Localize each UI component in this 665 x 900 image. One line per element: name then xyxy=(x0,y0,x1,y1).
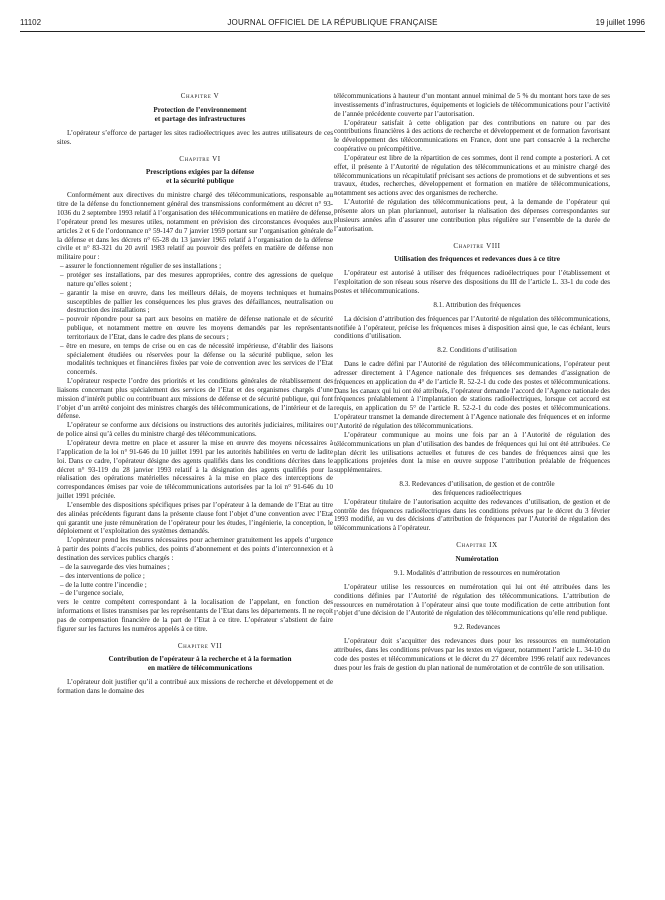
paragraph: L’opérateur devra mettre en place et assurer la mise en œuvre des moyens nécessaires à l’application de la loi n° 91-646 du 10 juillet 1991 par les autorités habilitées en vertu de ladite loi. Dans ce cadre, l’opérateur désigne des agents qualifiés dans les conditions décrites dans le décret n° 93-119 du 28 janvier 1993 relatif à la désignation des agents qualifiés pour la réalisation des opérations matérielles nécessaires à la mise en place des interceptions de correspondances émises par voie de télécommunications autorisées par la loi n° 91-646 du 10 juillet 1991 précitée. xyxy=(57,439,333,501)
chapter-label: Chapitre VII xyxy=(177,641,223,650)
section-heading: 9.1. Modalités d’attribution de ressources en numérotation xyxy=(394,568,560,577)
list-item: – de la lutte contre l’incendie ; xyxy=(60,580,147,589)
section-heading: 8.1. Attribution des fréquences xyxy=(433,300,521,309)
publication-date: 19 juillet 1996 xyxy=(595,18,645,27)
chapter-title: Contribution de l’opérateur à la recherche et à la formation xyxy=(108,655,292,664)
chapter-title: et la sécurité publique xyxy=(166,177,234,186)
list-item: – garantir la mise en œuvre, dans les meilleurs délais, de moyens techniques et humains susceptibles de pallier les conséquences les plus graves des défaillances, neutralisation ou destruction des installations ; xyxy=(60,288,333,315)
list-item: – protéger ses installations, par des mesures appropriées, contre des agressions de quelque nature qu’elles soient ; xyxy=(60,270,333,288)
paragraph: L’ensemble des dispositions spécifiques prises par l’opérateur à la demande de l’Etat au titre des alinéas précédents figurant dans la présente clause font l’objet d’une convention avec l’Etat qui garantit une juste rémunération de l’opérateur pour les études, l’ingénierie, la conception, le déploiement et l’exploitation des systèmes demandés. xyxy=(57,500,333,536)
paragraph: télécommunications à hauteur d’un montant annuel minimal de 5 % du montant hors taxe de ses investissements d’infrastructures, équipements et logiciels de télécommunications pour l’activité de l’année précédente couverte par l’autorisation. xyxy=(334,92,610,118)
paragraph: L’opérateur satisfait à cette obligation par des contributions en nature ou par des contributions financières à des actions de recherche et développement et de formation favorisant le développement des télécommunications en France, dont une part consacrée à la recherche coopérative ou précompétitive. xyxy=(334,118,610,154)
paragraph: L’opérateur doit justifier qu’il a contribué aux missions de recherche et développement et de formation dans le domaine des xyxy=(57,678,333,696)
chapter-label: Chapitre IX xyxy=(456,541,498,550)
paragraph: L’opérateur prend les mesures nécessaires pour acheminer gratuitement les appels d’urgence à partir des points d’accès publics, des points d’abonnement et des points d’interconnexion et à destination des services publics chargés : xyxy=(57,536,333,562)
obligation-list xyxy=(57,262,333,377)
page-number: 11102 xyxy=(20,18,42,27)
paragraph: L’opérateur utilise les ressources en numérotation qui lui ont été attribuées dans les conditions définies par l’Autorité de régulation des télécommunications. L’attribution de ressources en numérotation à l’opérateur ainsi que toute modification de cette attribution font l’objet d’une décision de l’Autorité de régulation des télécommunications qu’elle rend publique. xyxy=(334,582,610,618)
paragraph: L’opérateur se conforme aux décisions ou instructions des autorités judiciaires, militaires ou de police ainsi qu’à celles du ministre chargé des télécommunications. xyxy=(57,421,333,439)
chapter-title: Numérotation xyxy=(455,554,499,563)
list-item: – être en mesure, en temps de crise ou en cas de nécessité impérieuse, d’établir des liaisons spécialement étudiées ou réservées pour la défense ou la sécurité publique, selon les modalités techniques et financières fixées par voie de convention avec les services de l’Etat concernés. xyxy=(60,341,333,377)
chapter-title: Prescriptions exigées par la défense xyxy=(145,168,255,177)
paragraph: vers le centre compétent correspondant à la localisation de l’appelant, en fonction des informations et listes transmises par les représentants de l’Etat dans les départements. Il ne reçoit pas de compensation financière de la part de l’Etat à ce titre. L’opérateur s’abstient de faire figurer sur les factures les numéros appelés à ce titre. xyxy=(57,598,333,633)
list-item: – de l’urgence sociale, xyxy=(60,589,124,598)
paragraph: L’opérateur s’efforce de partager les sites radioélectriques avec les autres utilisateurs de ces sites. xyxy=(57,128,333,146)
section-heading: 8.3. Redevances d’utilisation, de gestion et de contrôle xyxy=(399,480,555,489)
paragraph: La décision d’attribution des fréquences par l’Autorité de régulation des télécommunications, notifiée à l’opérateur, précise les fréquences mises à disposition ainsi que, le cas échéant, leurs conditions d’utilisation. xyxy=(334,314,610,341)
section-heading: des fréquences radioélectriques xyxy=(432,488,522,497)
header-rule xyxy=(20,31,645,32)
chapter-label: Chapitre VI xyxy=(179,154,221,163)
paragraph: Dans le cadre défini par l’Autorité de régulation des télécommunications, l’opérateur peut adresser directement à l’Agence nationale des fréquences ses demandes d’assignation de fréquences en application du 4° de l’article R. 52-2-1 du code des postes et télécommunications. Dans les canaux qui lui ont été attribués, l’opérateur demande l’accord de l’Agence nationale des fréquences préalablement à l’implantation de stations radioélectriques, lorsque cet accord est requis, en application du 5° de l’article R. 52-2-1 du code des postes et télécommunications. L’opérateur transmet la demande directement à l’Agence nationale des fréquences et en informe l’Autorité de régulation des télécommunications. xyxy=(334,360,610,430)
paragraph: L’opérateur titulaire de l’autorisation acquitte des redevances d’utilisation, de gestion et de contrôle des fréquences radioélectriques dans les conditions prévues par le décret du 3 février 1993 modifié, au vu des décisions d’attribution de fréquences par l’Autorité de régulation des télécommunications à l’opérateur. xyxy=(334,497,610,533)
section-heading: 9.2. Redevances xyxy=(453,623,501,632)
chapter-title: Utilisation des fréquences et redevances dues à ce titre xyxy=(394,255,560,264)
chapter-title: en matière de télécommunications xyxy=(147,664,253,673)
right-column xyxy=(334,92,610,672)
paragraph: Conformément aux directives du ministre chargé des télécommunications, responsable au titre de la défense du fonctionnement général des transmissions conformément au décret n° 93-1036 du 2 septembre 1993 relatif à l’organisation des télécommunications en matière de défense, l’opérateur prend les mesures utiles, notamment en prévision des circonstances évoquées aux articles 2 et 6 de l’ordonnance n° 59-147 du 7 janvier 1959 portant sur l’organisation générale de la défense et dans les décrets n° 65-28 du 13 janvier 1965 relatif à l’organisation de la défense civile et n° 83-321 du 20 avril 1983 relatif au pouvoir des préfets en matière de défense non militaire pour : xyxy=(57,191,333,262)
left-column xyxy=(57,92,333,696)
paragraph: L’opérateur communique au moins une fois par an à l’Autorité de régulation des télécommunications un plan d’utilisation des bandes de fréquences qui lui ont été attribuées. Ce plan décrit les utilisations actuelles et futures de ces bandes de fréquences ainsi que les applications projetées dont la mise en œuvre suppose l’attribution préalable de fréquences supplémentaires. xyxy=(334,430,610,475)
chapter-title: et partage des infrastructures xyxy=(154,114,246,123)
chapter-label: Chapitre V xyxy=(180,92,220,100)
list-item: – de la sauvegarde des vies humaines ; xyxy=(60,562,170,571)
list-item: – assurer le fonctionnement régulier de ses installations ; xyxy=(60,262,222,271)
section-heading: 8.2. Conditions d’utilisation xyxy=(437,346,517,355)
list-item: – des interventions de police ; xyxy=(60,571,145,580)
paragraph: L’opérateur est autorisé à utiliser des fréquences radioélectriques pour l’établissement et l’exploitation de son réseau sous réserve des dispositions du III de l’article L. 33-1 du code des postes et télécommunications. xyxy=(334,269,610,296)
emergency-services-list xyxy=(57,563,333,598)
paragraph: L’opérateur est libre de la répartition de ces sommes, dont il rend compte a posteriori. A cet effet, il présente à l’Autorité de régulation des télécommunications et au ministre chargé des télécommunications un récapitulatif précisant ses actions de promotions et de subventions et ses travaux, études, recherches, développement et formation en matière de télécommunications, notamment ses actions avec des organismes de recherche. xyxy=(334,153,610,198)
page-header xyxy=(20,18,645,32)
paragraph: L’Autorité de régulation des télécommunications peut, à la demande de l’opérateur qui présente alors un plan pluriannuel, autoriser la réalisation des dépenses correspondantes sur plusieurs années afin d’assurer une contribution plus régulière sur l’ensemble de la durée de l’autorisation. xyxy=(334,198,610,233)
chapter-title: Protection de l’environnement xyxy=(153,105,247,114)
chapter-label: Chapitre VIII xyxy=(453,241,501,250)
paragraph: L’opérateur respecte l’ordre des priorités et les conditions générales de rétablissement des liaisons concernant plus spécialement des services de l’Etat et des organismes chargés d’une mission d’intérêt public ou contribuant aux missions de défense et de sécurité publique, qui font l’objet d’un arrêté conjoint des ministres chargés des télécommunications, de l’intérieur et de la défense. xyxy=(57,377,333,421)
journal-title: JOURNAL OFFICIEL DE LA RÉPUBLIQUE FRANÇAISE xyxy=(227,18,438,27)
paragraph: L’opérateur doit s’acquitter des redevances dues pour les ressources en numérotation attribuées, dans les conditions prévues par les textes en vigueur, notamment l’article L. 34-10 du code des postes et télécommunications et le décret du 27 décembre 1996 relatif aux redevances dues pour les frais de gestion du plan national de numérotation et de contrôle de son utilisation. xyxy=(334,637,610,672)
list-item: – pouvoir répondre pour sa part aux besoins en matière de défense nationale et de sécurité publique, et notamment mettre en œuvre les moyens demandés par les représentants territoriaux de l’Etat, dans le cadre des plans de secours ; xyxy=(60,315,333,341)
